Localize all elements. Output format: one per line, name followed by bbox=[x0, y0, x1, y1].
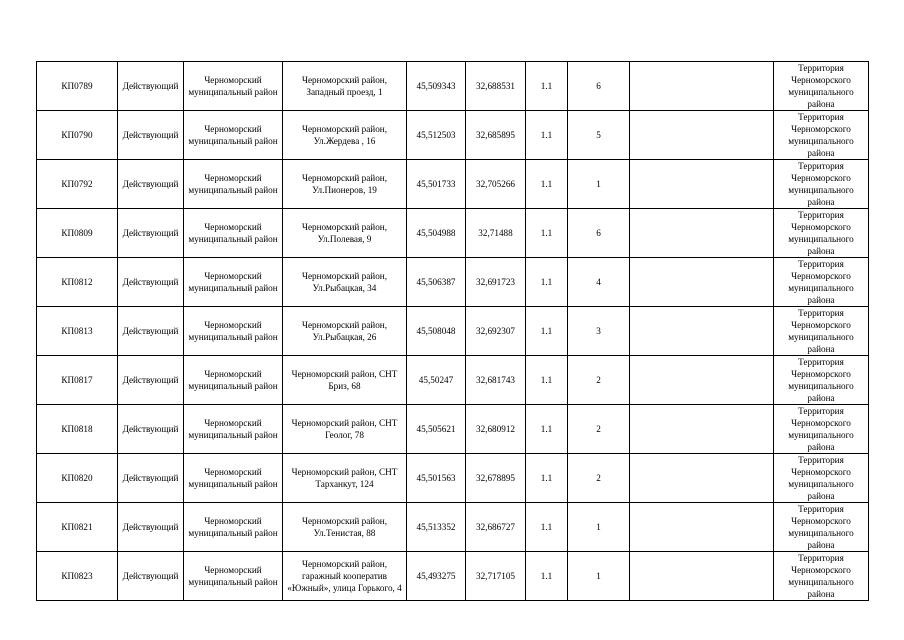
territory-cell: Территория Черноморского муниципального района bbox=[774, 405, 869, 454]
address-cell: Черноморский район, СНТ Геолог, 78 bbox=[283, 405, 407, 454]
longitude-cell: 32,692307 bbox=[466, 307, 526, 356]
longitude-cell: 32,678895 bbox=[466, 454, 526, 503]
territory-cell: Территория Черноморского муниципального района bbox=[774, 356, 869, 405]
table-row bbox=[37, 454, 869, 503]
longitude-cell: 32,71488 bbox=[466, 209, 526, 258]
address-cell: Черноморский район, Ул.Пионеров, 19 bbox=[283, 160, 407, 209]
code-cell: 1.1 bbox=[526, 503, 568, 552]
point-id-cell: КП0821 bbox=[37, 503, 118, 552]
status-cell: Действующий bbox=[118, 62, 184, 111]
address-cell: Черноморский район, Западный проезд, 1 bbox=[283, 62, 407, 111]
longitude-cell: 32,717105 bbox=[466, 552, 526, 601]
address-cell: Черноморский район, гаражный кооператив «Южный», улица Горького, 4 bbox=[283, 552, 407, 601]
municipality-cell: Черноморский муниципальный район bbox=[184, 62, 283, 111]
code-cell: 1.1 bbox=[526, 552, 568, 601]
municipality-cell: Черноморский муниципальный район bbox=[184, 307, 283, 356]
point-id-cell: КП0812 bbox=[37, 258, 118, 307]
municipality-cell: Черноморский муниципальный район bbox=[184, 209, 283, 258]
address-cell: Черноморский район, Ул.Рыбацкая, 34 bbox=[283, 258, 407, 307]
territory-cell: Территория Черноморского муниципального района bbox=[774, 62, 869, 111]
status-cell: Действующий bbox=[118, 160, 184, 209]
count-cell: 2 bbox=[568, 454, 630, 503]
note-cell bbox=[630, 62, 774, 111]
status-cell: Действующий bbox=[118, 111, 184, 160]
point-id-cell: КП0823 bbox=[37, 552, 118, 601]
count-cell: 2 bbox=[568, 405, 630, 454]
count-cell: 1 bbox=[568, 160, 630, 209]
status-cell: Действующий bbox=[118, 503, 184, 552]
latitude-cell: 45,504988 bbox=[407, 209, 466, 258]
latitude-cell: 45,513352 bbox=[407, 503, 466, 552]
table-row bbox=[37, 356, 869, 405]
latitude-cell: 45,50247 bbox=[407, 356, 466, 405]
municipality-cell: Черноморский муниципальный район bbox=[184, 111, 283, 160]
code-cell: 1.1 bbox=[526, 356, 568, 405]
municipality-cell: Черноморский муниципальный район bbox=[184, 160, 283, 209]
table-row bbox=[37, 552, 869, 601]
table-row bbox=[37, 258, 869, 307]
address-cell: Черноморский район, Ул.Тенистая, 88 bbox=[283, 503, 407, 552]
longitude-cell: 32,686727 bbox=[466, 503, 526, 552]
registry-table bbox=[36, 61, 869, 601]
code-cell: 1.1 bbox=[526, 405, 568, 454]
territory-cell: Территория Черноморского муниципального района bbox=[774, 258, 869, 307]
territory-cell: Территория Черноморского муниципального района bbox=[774, 552, 869, 601]
count-cell: 3 bbox=[568, 307, 630, 356]
status-cell: Действующий bbox=[118, 307, 184, 356]
point-id-cell: КП0817 bbox=[37, 356, 118, 405]
point-id-cell: КП0792 bbox=[37, 160, 118, 209]
point-id-cell: КП0818 bbox=[37, 405, 118, 454]
longitude-cell: 32,681743 bbox=[466, 356, 526, 405]
latitude-cell: 45,501563 bbox=[407, 454, 466, 503]
point-id-cell: КП0820 bbox=[37, 454, 118, 503]
count-cell: 2 bbox=[568, 356, 630, 405]
longitude-cell: 32,691723 bbox=[466, 258, 526, 307]
status-cell: Действующий bbox=[118, 552, 184, 601]
note-cell bbox=[630, 503, 774, 552]
status-cell: Действующий bbox=[118, 454, 184, 503]
table-row bbox=[37, 503, 869, 552]
municipality-cell: Черноморский муниципальный район bbox=[184, 503, 283, 552]
status-cell: Действующий bbox=[118, 258, 184, 307]
territory-cell: Территория Черноморского муниципального района bbox=[774, 160, 869, 209]
territory-cell: Территория Черноморского муниципального района bbox=[774, 503, 869, 552]
latitude-cell: 45,509343 bbox=[407, 62, 466, 111]
municipality-cell: Черноморский муниципальный район bbox=[184, 405, 283, 454]
longitude-cell: 32,688531 bbox=[466, 62, 526, 111]
table-row bbox=[37, 111, 869, 160]
count-cell: 1 bbox=[568, 552, 630, 601]
latitude-cell: 45,506387 bbox=[407, 258, 466, 307]
address-cell: Черноморский район, СНТ Тарханкут, 124 bbox=[283, 454, 407, 503]
code-cell: 1.1 bbox=[526, 111, 568, 160]
longitude-cell: 32,685895 bbox=[466, 111, 526, 160]
address-cell: Черноморский район, Ул.Рыбацкая, 26 bbox=[283, 307, 407, 356]
note-cell bbox=[630, 111, 774, 160]
territory-cell: Территория Черноморского муниципального района bbox=[774, 111, 869, 160]
table-row bbox=[37, 62, 869, 111]
count-cell: 5 bbox=[568, 111, 630, 160]
status-cell: Действующий bbox=[118, 209, 184, 258]
latitude-cell: 45,512503 bbox=[407, 111, 466, 160]
municipality-cell: Черноморский муниципальный район bbox=[184, 356, 283, 405]
note-cell bbox=[630, 454, 774, 503]
table-body bbox=[37, 62, 869, 601]
note-cell bbox=[630, 160, 774, 209]
code-cell: 1.1 bbox=[526, 62, 568, 111]
territory-cell: Территория Черноморского муниципального района bbox=[774, 209, 869, 258]
municipality-cell: Черноморский муниципальный район bbox=[184, 454, 283, 503]
code-cell: 1.1 bbox=[526, 307, 568, 356]
address-cell: Черноморский район, СНТ Бриз, 68 bbox=[283, 356, 407, 405]
latitude-cell: 45,508048 bbox=[407, 307, 466, 356]
address-cell: Черноморский район, Ул.Полевая, 9 bbox=[283, 209, 407, 258]
table-row bbox=[37, 209, 869, 258]
count-cell: 6 bbox=[568, 62, 630, 111]
point-id-cell: КП0809 bbox=[37, 209, 118, 258]
territory-cell: Территория Черноморского муниципального района bbox=[774, 454, 869, 503]
note-cell bbox=[630, 307, 774, 356]
code-cell: 1.1 bbox=[526, 258, 568, 307]
status-cell: Действующий bbox=[118, 405, 184, 454]
point-id-cell: КП0813 bbox=[37, 307, 118, 356]
point-id-cell: КП0789 bbox=[37, 62, 118, 111]
status-cell: Действующий bbox=[118, 356, 184, 405]
longitude-cell: 32,680912 bbox=[466, 405, 526, 454]
count-cell: 4 bbox=[568, 258, 630, 307]
municipality-cell: Черноморский муниципальный район bbox=[184, 552, 283, 601]
municipality-cell: Черноморский муниципальный район bbox=[184, 258, 283, 307]
address-cell: Черноморский район, Ул.Жердева , 16 bbox=[283, 111, 407, 160]
note-cell bbox=[630, 258, 774, 307]
count-cell: 1 bbox=[568, 503, 630, 552]
code-cell: 1.1 bbox=[526, 454, 568, 503]
point-id-cell: КП0790 bbox=[37, 111, 118, 160]
note-cell bbox=[630, 405, 774, 454]
table-row bbox=[37, 405, 869, 454]
code-cell: 1.1 bbox=[526, 160, 568, 209]
code-cell: 1.1 bbox=[526, 209, 568, 258]
note-cell bbox=[630, 356, 774, 405]
note-cell bbox=[630, 209, 774, 258]
latitude-cell: 45,501733 bbox=[407, 160, 466, 209]
count-cell: 6 bbox=[568, 209, 630, 258]
longitude-cell: 32,705266 bbox=[466, 160, 526, 209]
table-row bbox=[37, 160, 869, 209]
note-cell bbox=[630, 552, 774, 601]
latitude-cell: 45,505621 bbox=[407, 405, 466, 454]
latitude-cell: 45,493275 bbox=[407, 552, 466, 601]
table-row bbox=[37, 307, 869, 356]
territory-cell: Территория Черноморского муниципального района bbox=[774, 307, 869, 356]
